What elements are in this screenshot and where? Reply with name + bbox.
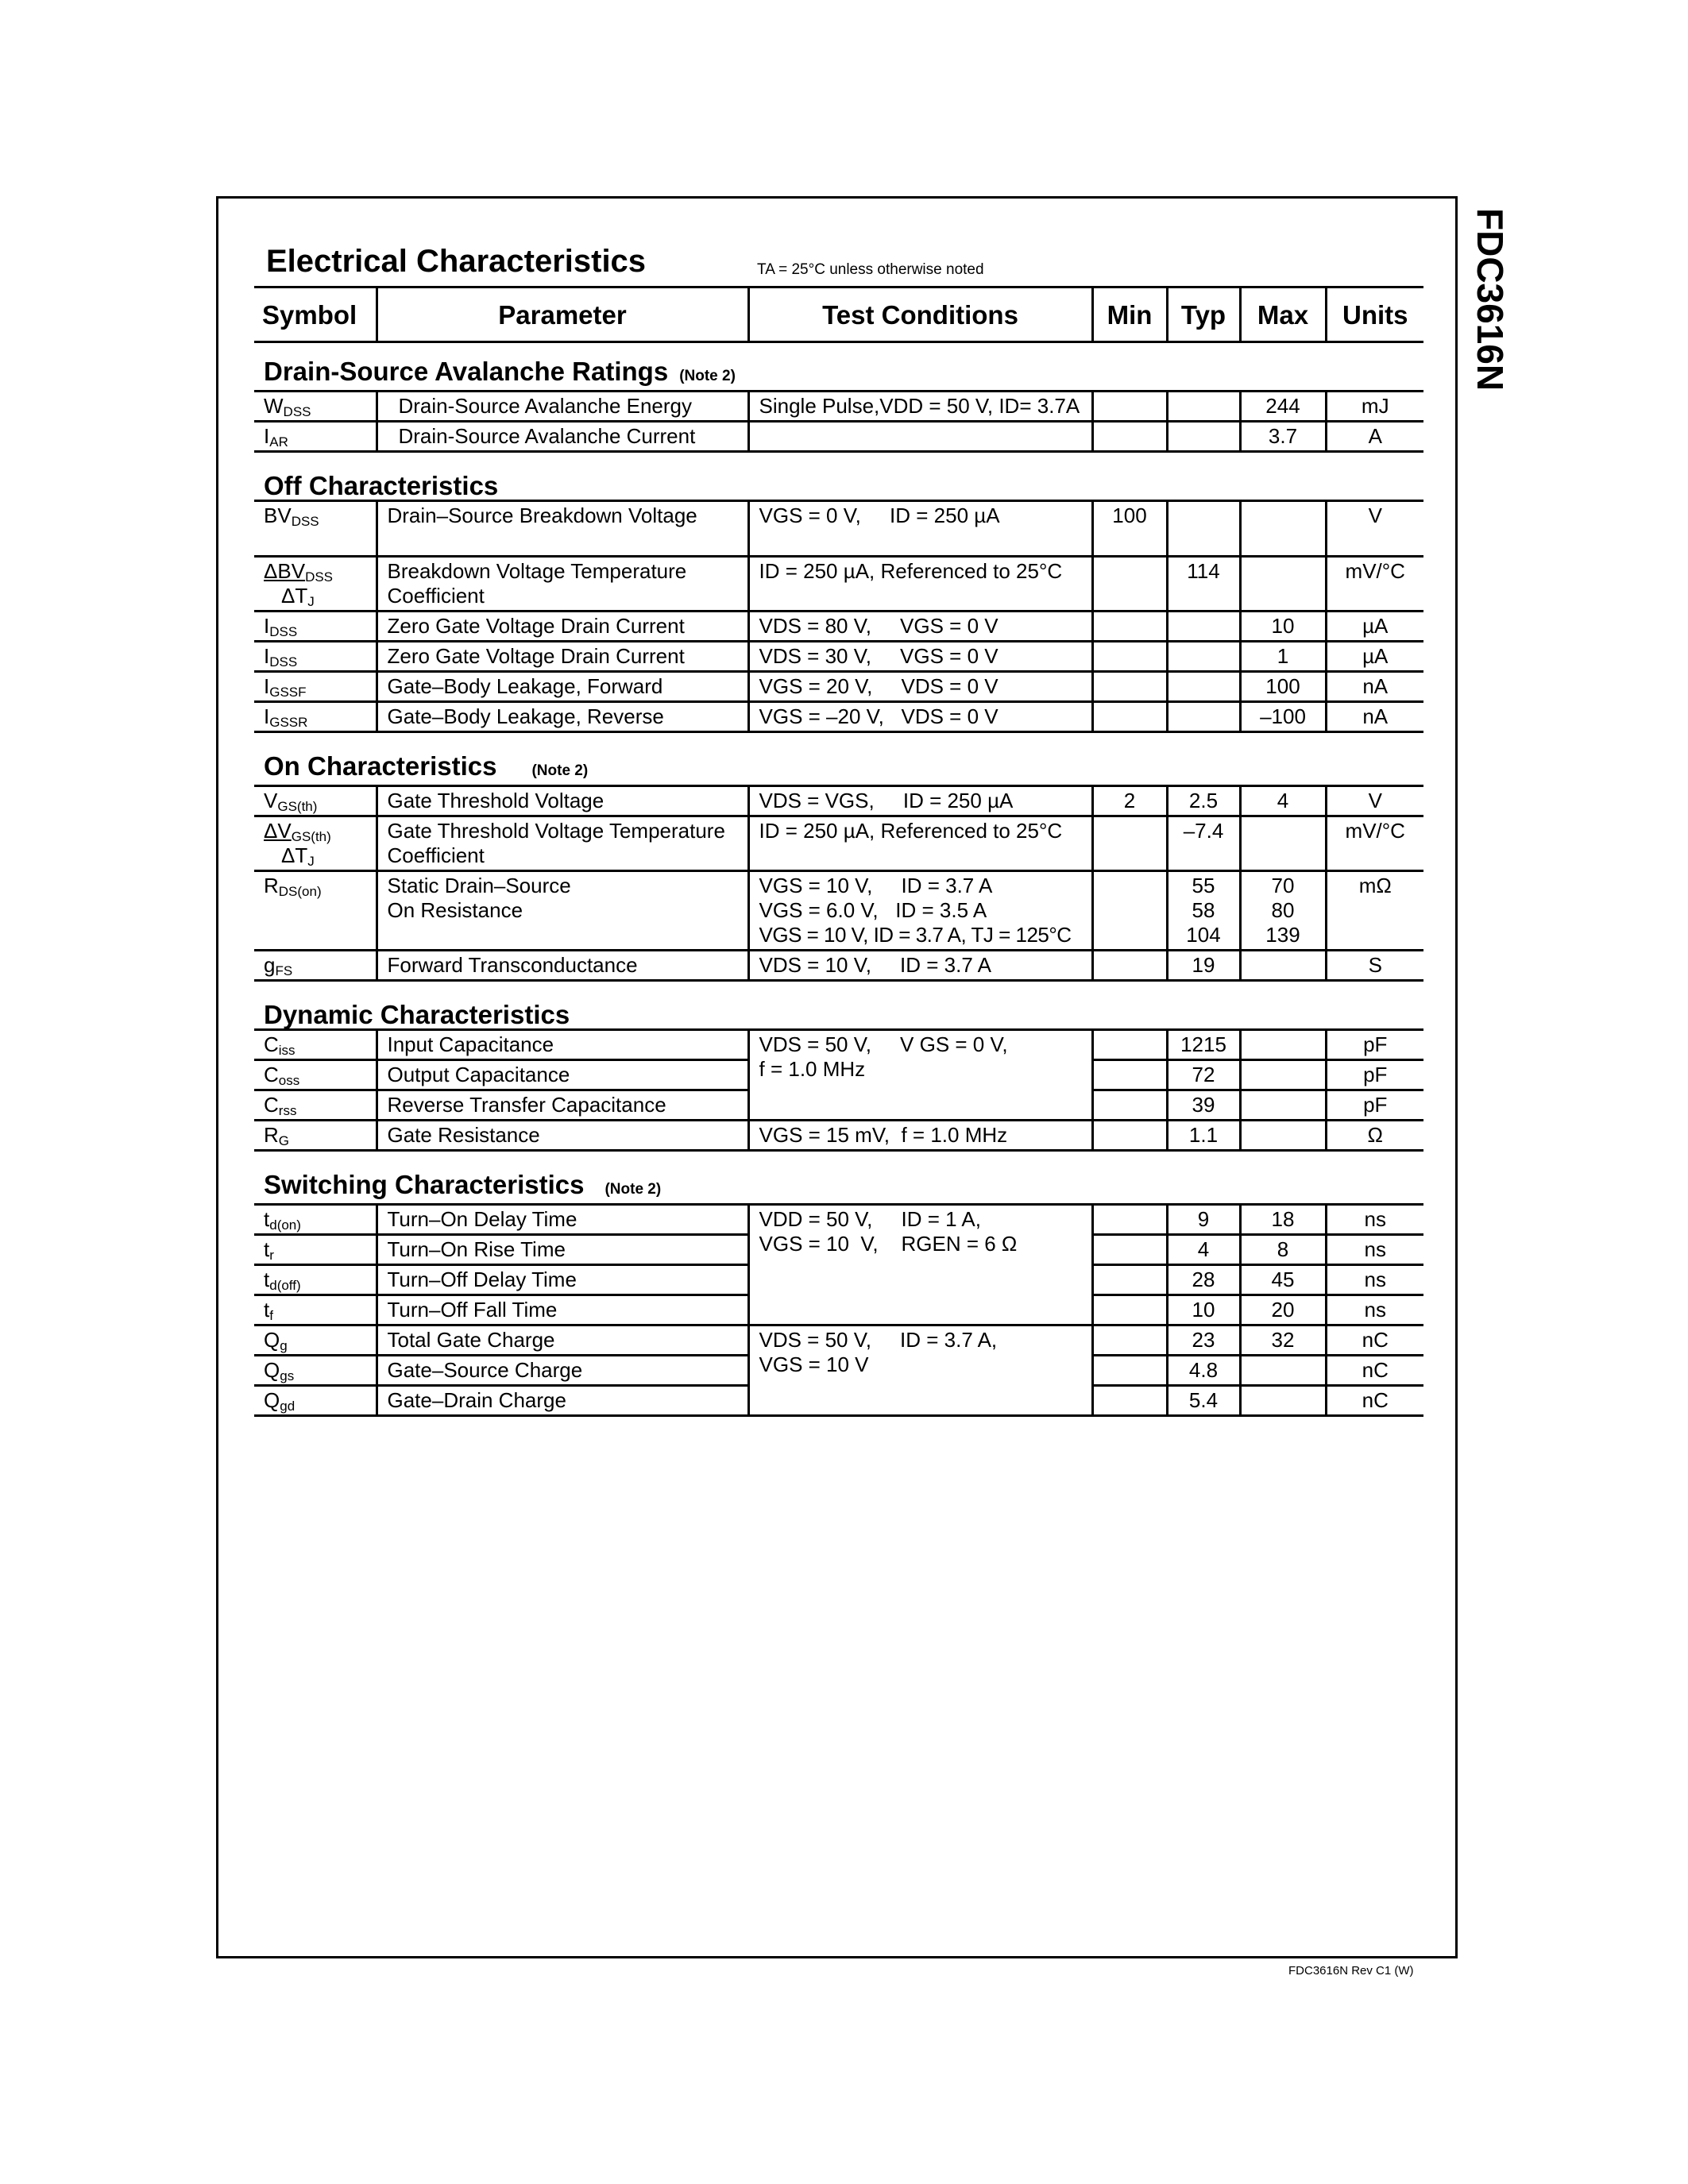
table-row xyxy=(254,392,1423,422)
table-row xyxy=(254,557,1423,612)
symbol: t xyxy=(264,1268,270,1291)
symbol: ΔV xyxy=(264,819,292,843)
max-value: 4 xyxy=(1240,786,1326,816)
max-value xyxy=(1240,816,1326,871)
symbol: C xyxy=(264,1063,279,1086)
col-parameter: Parameter xyxy=(377,287,748,342)
test-condition-line: VGS = 10 V, ID = 3.7 A xyxy=(759,874,993,897)
min-value xyxy=(1092,951,1167,981)
typ-value: 19 xyxy=(1167,951,1240,981)
min-value xyxy=(1092,557,1167,612)
max-value: 10 xyxy=(1240,612,1326,642)
min-value xyxy=(1092,1295,1167,1325)
max-value xyxy=(1240,951,1326,981)
min-value xyxy=(1092,1090,1167,1121)
section-note: (Note 2) xyxy=(605,1181,662,1198)
col-test-conditions: Test Conditions xyxy=(748,287,1092,342)
parameter: Input Capacitance xyxy=(377,1030,748,1060)
symbol-denominator: ΔT xyxy=(281,843,308,867)
symbol: Q xyxy=(264,1328,280,1352)
test-condition: VDS = VGS, ID = 250 µA xyxy=(748,786,1092,816)
symbol-subscript: DSS xyxy=(269,654,298,669)
table-row xyxy=(254,1030,1423,1060)
section-note: (Note 2) xyxy=(679,368,736,384)
max-value xyxy=(1240,1060,1326,1090)
parameter: Turn–On Delay Time xyxy=(377,1205,748,1235)
typ-value: 10 xyxy=(1167,1295,1240,1325)
test-condition-line: VDS = 50 V, ID = 3.7 A, xyxy=(759,1328,998,1352)
section-switching xyxy=(254,1151,1423,1205)
test-condition-line: VDS = 50 V, V GS = 0 V, xyxy=(759,1032,1008,1056)
symbol-subscript: DSS xyxy=(269,624,298,639)
symbol-subscript: DSS xyxy=(305,569,334,585)
symbol-subscript: rss xyxy=(278,1103,297,1118)
parameter: Reverse Transfer Capacitance xyxy=(377,1090,748,1121)
symbol-subscript: DSS xyxy=(291,514,319,529)
table-row xyxy=(254,871,1423,951)
min-value xyxy=(1092,816,1167,871)
symbol: BV xyxy=(264,504,292,527)
unit: V xyxy=(1326,501,1423,557)
test-condition: VGS = 0 V, ID = 250 µA xyxy=(748,501,1092,557)
symbol-subscript: FS xyxy=(275,963,293,978)
typ-value xyxy=(1167,642,1240,672)
max-value xyxy=(1240,1386,1326,1416)
max-value xyxy=(1240,557,1326,612)
unit: nA xyxy=(1326,702,1423,732)
col-min: Min xyxy=(1092,287,1167,342)
max-value: 18 xyxy=(1240,1205,1326,1235)
max-value: 80 xyxy=(1271,898,1295,922)
section-note: (Note 2) xyxy=(531,762,589,779)
parameter: Gate Threshold Voltage xyxy=(377,786,748,816)
parameter: Forward Transconductance xyxy=(377,951,748,981)
symbol: C xyxy=(264,1032,279,1056)
unit: ns xyxy=(1326,1295,1423,1325)
parameter: Gate–Drain Charge xyxy=(377,1386,748,1416)
typ-value: 104 xyxy=(1186,923,1221,947)
max-value: 100 xyxy=(1240,672,1326,702)
parameter: Gate–Source Charge xyxy=(377,1356,748,1386)
unit: pF xyxy=(1326,1030,1423,1060)
max-value: 1 xyxy=(1240,642,1326,672)
table-row xyxy=(254,1205,1423,1235)
temperature-condition: TA = 25°C unless otherwise noted xyxy=(757,261,984,278)
table-row xyxy=(254,1121,1423,1151)
typ-value xyxy=(1167,392,1240,422)
max-value xyxy=(1240,501,1326,557)
section-avalanche xyxy=(254,342,1423,392)
side-part-number-text: FDC3616N xyxy=(1470,208,1511,392)
parameter: Gate–Body Leakage, Reverse xyxy=(377,702,748,732)
max-value: 70 xyxy=(1271,874,1295,897)
test-condition-line: VGS = 10 V xyxy=(759,1352,869,1376)
typ-value: 1.1 xyxy=(1167,1121,1240,1151)
symbol-denominator: ΔT xyxy=(281,584,308,608)
symbol-subscript: f xyxy=(269,1308,273,1323)
max-value: –100 xyxy=(1240,702,1326,732)
table-row xyxy=(254,501,1423,557)
symbol: C xyxy=(264,1093,279,1117)
symbol: t xyxy=(264,1298,270,1322)
parameter: Total Gate Charge xyxy=(377,1325,748,1356)
symbol: t xyxy=(264,1237,270,1261)
min-value xyxy=(1092,1325,1167,1356)
symbol-subscript: DSS xyxy=(283,404,311,419)
min-value xyxy=(1092,1030,1167,1060)
symbol-subscript: GS(th) xyxy=(277,799,318,814)
unit: ns xyxy=(1326,1265,1423,1295)
typ-value: 58 xyxy=(1192,898,1215,922)
symbol: Q xyxy=(264,1388,280,1412)
symbol: t xyxy=(264,1207,270,1231)
parameter-line: Static Drain–Source xyxy=(387,874,571,897)
parameter: Turn–On Rise Time xyxy=(377,1235,748,1265)
test-condition: VDS = 10 V, ID = 3.7 A xyxy=(748,951,1092,981)
test-condition-line: VDD = 50 V, ID = 1 A, xyxy=(759,1207,981,1231)
symbol: I xyxy=(264,614,270,638)
parameter-line: On Resistance xyxy=(387,898,523,922)
min-value xyxy=(1092,1205,1167,1235)
unit: nC xyxy=(1326,1325,1423,1356)
max-value xyxy=(1240,1090,1326,1121)
parameter: Breakdown Voltage Temperature Coefficient xyxy=(377,557,748,612)
unit: V xyxy=(1326,786,1423,816)
typ-value xyxy=(1167,612,1240,642)
characteristics-table xyxy=(254,286,1423,1417)
test-condition: VDS = 30 V, VGS = 0 V xyxy=(748,642,1092,672)
symbol-subscript: J xyxy=(307,854,315,869)
min-value xyxy=(1092,392,1167,422)
test-condition-line: VGS = 6.0 V, ID = 3.5 A xyxy=(759,898,987,922)
symbol: W xyxy=(264,394,284,418)
symbol: R xyxy=(264,874,279,897)
section-heading xyxy=(254,242,1423,286)
test-condition: VGS = 20 V, VDS = 0 V xyxy=(748,672,1092,702)
table-row xyxy=(254,672,1423,702)
unit: ns xyxy=(1326,1205,1423,1235)
typ-value: 1215 xyxy=(1167,1030,1240,1060)
typ-value xyxy=(1167,672,1240,702)
unit: A xyxy=(1326,422,1423,452)
symbol-subscript: GSSF xyxy=(269,685,307,700)
test-condition: VGS = –20 V, VDS = 0 V xyxy=(748,702,1092,732)
unit: mV/°C xyxy=(1326,816,1423,871)
typ-value xyxy=(1167,702,1240,732)
parameter: Drain–Source Breakdown Voltage xyxy=(377,501,748,557)
footer-revision: FDC3616N Rev C1 (W) xyxy=(1288,1964,1414,1978)
symbol: g xyxy=(264,953,276,977)
min-value xyxy=(1092,702,1167,732)
symbol: I xyxy=(264,704,270,728)
typ-value: 2.5 xyxy=(1167,786,1240,816)
test-condition-line: VGS = 10 V, RGEN = 6 Ω xyxy=(759,1232,1018,1256)
typ-value xyxy=(1167,422,1240,452)
symbol-subscript: r xyxy=(269,1248,274,1263)
min-value xyxy=(1092,1265,1167,1295)
parameter: Turn–Off Delay Time xyxy=(377,1265,748,1295)
symbol-subscript: gs xyxy=(280,1368,295,1383)
typ-value: 114 xyxy=(1167,557,1240,612)
min-value xyxy=(1092,612,1167,642)
unit: Ω xyxy=(1326,1121,1423,1151)
symbol-subscript: J xyxy=(307,594,315,609)
parameter: Gate Resistance xyxy=(377,1121,748,1151)
test-condition: ID = 250 µA, Referenced to 25°C xyxy=(748,816,1092,871)
section-title: Dynamic Characteristics xyxy=(264,1000,570,1029)
unit: ns xyxy=(1326,1235,1423,1265)
section-title: Drain-Source Avalanche Ratings xyxy=(264,357,669,386)
symbol: I xyxy=(264,424,270,448)
parameter: Zero Gate Voltage Drain Current xyxy=(377,642,748,672)
typ-value: 39 xyxy=(1167,1090,1240,1121)
side-part-number xyxy=(1460,205,1539,396)
section-off xyxy=(254,452,1423,501)
min-value xyxy=(1092,1386,1167,1416)
typ-value: 5.4 xyxy=(1167,1386,1240,1416)
min-value xyxy=(1092,1356,1167,1386)
max-value: 139 xyxy=(1265,923,1300,947)
section-title: On Characteristics xyxy=(264,751,497,781)
min-value xyxy=(1092,1060,1167,1090)
col-typ: Typ xyxy=(1167,287,1240,342)
typ-value: 9 xyxy=(1167,1205,1240,1235)
typ-value: 28 xyxy=(1167,1265,1240,1295)
typ-value: 4.8 xyxy=(1167,1356,1240,1386)
unit: nA xyxy=(1326,672,1423,702)
test-condition: Single Pulse,VDD = 50 V, ID= 3.7A xyxy=(748,392,1092,422)
test-condition: VDS = 80 V, VGS = 0 V xyxy=(748,612,1092,642)
section-title: Switching Characteristics xyxy=(264,1170,585,1199)
symbol-subscript: GSSR xyxy=(269,715,308,730)
min-value xyxy=(1092,871,1167,951)
test-condition: ID = 250 µA, Referenced to 25°C xyxy=(748,557,1092,612)
test-condition-line: VGS = 10 V, ID = 3.7 A, TJ = 125°C xyxy=(759,923,1072,947)
min-value: 2 xyxy=(1092,786,1167,816)
symbol-subscript: oss xyxy=(278,1073,300,1088)
section-on xyxy=(254,732,1423,786)
symbol-subscript: d(on) xyxy=(269,1217,301,1233)
symbol: ΔBV xyxy=(264,559,306,583)
col-max: Max xyxy=(1240,287,1326,342)
test-condition: VGS = 15 mV, f = 1.0 MHz xyxy=(748,1121,1092,1151)
max-value xyxy=(1240,1356,1326,1386)
max-value: 244 xyxy=(1240,392,1326,422)
symbol: I xyxy=(264,644,270,668)
typ-value: 55 xyxy=(1192,874,1215,897)
symbol-subscript: AR xyxy=(269,434,288,450)
min-value: 100 xyxy=(1092,501,1167,557)
table-row xyxy=(254,816,1423,871)
unit: S xyxy=(1326,951,1423,981)
min-value xyxy=(1092,1121,1167,1151)
max-value: 20 xyxy=(1240,1295,1326,1325)
min-value xyxy=(1092,1235,1167,1265)
col-units: Units xyxy=(1326,287,1423,342)
min-value xyxy=(1092,642,1167,672)
parameter: Zero Gate Voltage Drain Current xyxy=(377,612,748,642)
min-value xyxy=(1092,422,1167,452)
parameter: Turn–Off Fall Time xyxy=(377,1295,748,1325)
test-condition xyxy=(748,422,1092,452)
table-row xyxy=(254,786,1423,816)
table-header xyxy=(254,287,1423,342)
table-row xyxy=(254,612,1423,642)
symbol-subscript: DS(on) xyxy=(278,884,322,899)
symbol-subscript: gd xyxy=(280,1399,295,1414)
symbol-subscript: g xyxy=(280,1338,288,1353)
table-row xyxy=(254,951,1423,981)
max-value: 32 xyxy=(1240,1325,1326,1356)
parameter: Output Capacitance xyxy=(377,1060,748,1090)
electrical-characteristics xyxy=(254,242,1423,1417)
symbol: V xyxy=(264,789,278,812)
unit: µA xyxy=(1326,612,1423,642)
parameter: Gate Threshold Voltage Temperature Coefficient xyxy=(377,816,748,871)
max-value: 8 xyxy=(1240,1235,1326,1265)
unit: pF xyxy=(1326,1090,1423,1121)
symbol-subscript: d(off) xyxy=(269,1278,301,1293)
typ-value xyxy=(1167,501,1240,557)
min-value xyxy=(1092,672,1167,702)
typ-value: 4 xyxy=(1167,1235,1240,1265)
col-symbol: Symbol xyxy=(254,287,377,342)
max-value xyxy=(1240,1030,1326,1060)
symbol: R xyxy=(264,1123,279,1147)
max-value: 45 xyxy=(1240,1265,1326,1295)
typ-value: –7.4 xyxy=(1167,816,1240,871)
symbol-subscript: iss xyxy=(278,1043,295,1058)
typ-value: 72 xyxy=(1167,1060,1240,1090)
symbol: Q xyxy=(264,1358,280,1382)
typ-value: 23 xyxy=(1167,1325,1240,1356)
symbol: I xyxy=(264,674,270,698)
symbol-subscript: G xyxy=(278,1133,290,1148)
test-condition-line: f = 1.0 MHz xyxy=(759,1057,866,1081)
unit: µA xyxy=(1326,642,1423,672)
max-value: 3.7 xyxy=(1240,422,1326,452)
table-row xyxy=(254,702,1423,732)
parameter: Gate–Body Leakage, Forward xyxy=(377,672,748,702)
unit: mJ xyxy=(1326,392,1423,422)
table-row xyxy=(254,1325,1423,1356)
table-row xyxy=(254,422,1423,452)
parameter: Drain-Source Avalanche Energy xyxy=(377,392,748,422)
parameter: Drain-Source Avalanche Current xyxy=(377,422,748,452)
section-title: Off Characteristics xyxy=(264,471,499,500)
unit: mV/°C xyxy=(1326,557,1423,612)
max-value xyxy=(1240,1121,1326,1151)
unit: mΩ xyxy=(1326,871,1423,951)
section-dynamic xyxy=(254,981,1423,1030)
unit: pF xyxy=(1326,1060,1423,1090)
unit: nC xyxy=(1326,1356,1423,1386)
page-title: Electrical Characteristics xyxy=(266,244,647,279)
table-row xyxy=(254,642,1423,672)
unit: nC xyxy=(1326,1386,1423,1416)
symbol-subscript: GS(th) xyxy=(291,829,331,844)
